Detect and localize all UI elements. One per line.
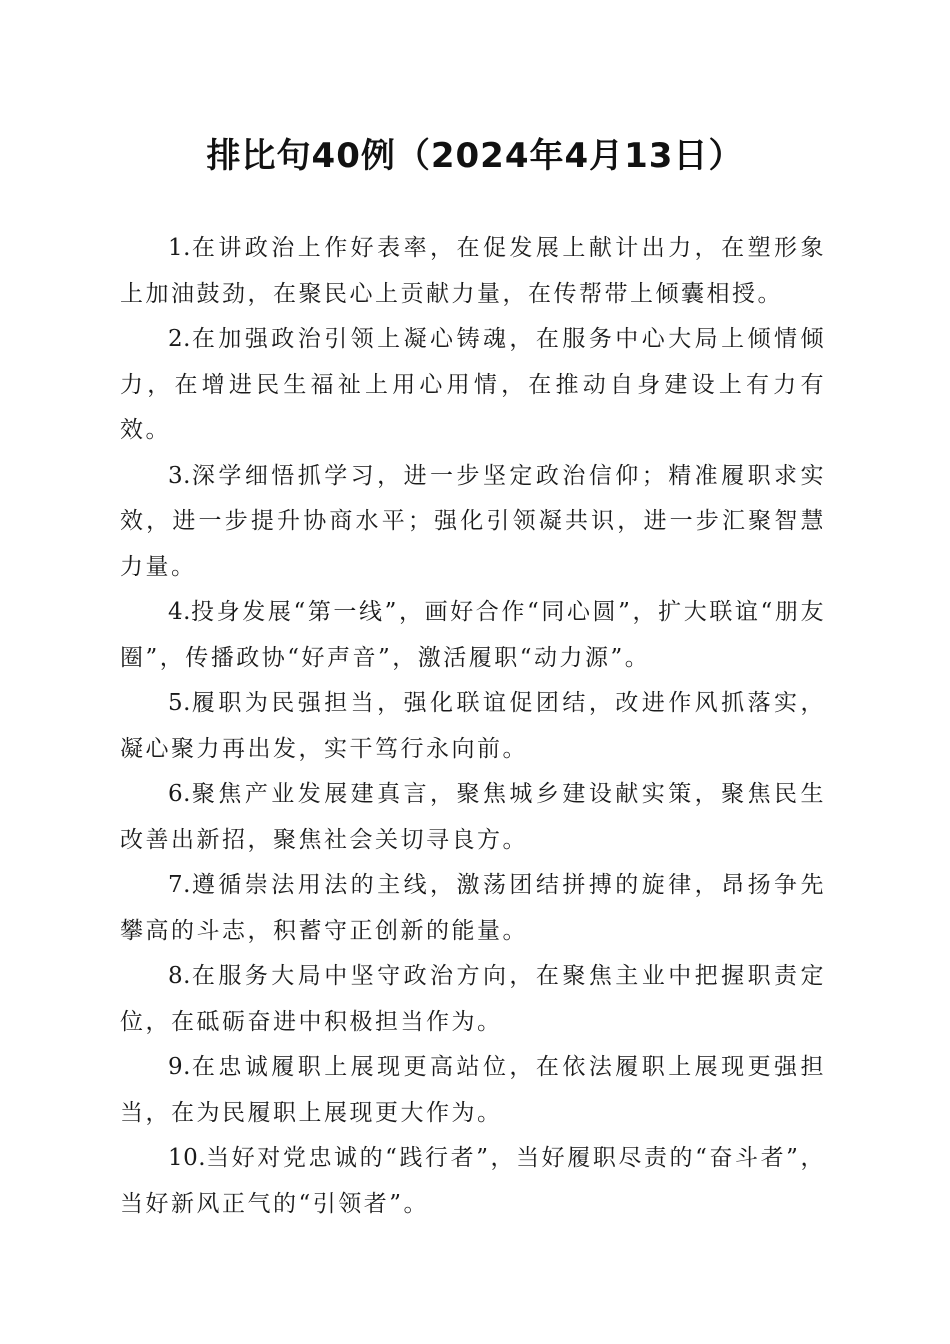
paragraph-number: 7.: [168, 872, 191, 898]
paragraph-text: 当好对党忠诚的“践行者”，当好履职尽责的“奋斗者”，当好新风正气的“引领者”。: [120, 1145, 826, 1217]
paragraph-text: 遵循崇法用法的主线，激荡团结拼搏的旋律，昂扬争先攀高的斗志，积蓄守正创新的能量。: [120, 872, 826, 944]
paragraph-number: 3.: [168, 462, 191, 489]
paragraph-text: 在讲政治上作好表率，在促发展上献计出力，在塑形象上加油鼓劲，在聚民心上贡献力量，在传帮带上倾囊相授。: [120, 235, 826, 307]
document-body: [120, 226, 826, 1227]
paragraph-text: 在忠诚履职上展现更高站位，在依法履职上展现更强担当，在为民履职上展现更大作为。: [120, 1054, 826, 1126]
paragraph-3: [120, 454, 826, 591]
paragraph-text: 深学细悟抓学习，进一步坚定政治信仰；精准履职求实效，进一步提升协商水平；强化引领凝共识，进一步汇聚智慧力量。: [120, 462, 826, 580]
paragraph-text: 在加强政治引领上凝心铸魂，在服务中心大局上倾情倾力，在增进民生福祉上用心用情，在推动自身建设上有力有效。: [120, 326, 826, 443]
paragraph-7: [120, 863, 826, 954]
paragraph-number: 2.: [168, 326, 191, 352]
paragraph-text: 聚焦产业发展建真言，聚焦城乡建设献实策，聚焦民生改善出新招，聚焦社会关切寻良方。: [120, 781, 826, 853]
paragraph-number: 4.: [168, 599, 191, 625]
paragraph-text: 履职为民强担当，强化联谊促团结，改进作风抓落实，凝心聚力再出发，实干笃行永向前。: [120, 690, 826, 762]
paragraph-number: 10.: [168, 1145, 207, 1171]
paragraph-text: 在服务大局中坚守政治方向，在聚焦主业中把握职责定位，在砥砺奋进中积极担当作为。: [120, 963, 826, 1035]
paragraph-number: 6.: [168, 781, 191, 807]
paragraph-8: [120, 954, 826, 1045]
paragraph-4: [120, 590, 826, 681]
paragraph-10: [120, 1136, 826, 1227]
paragraph-2: [120, 317, 826, 454]
paragraph-6: [120, 772, 826, 863]
paragraph-text: 投身发展“第一线”，画好合作“同心圆”，扩大联谊“朋友圈”，传播政协“好声音”，激活履职“动力源”。: [120, 599, 826, 671]
document-title: 排比句40例（2024年4月13日）: [206, 136, 744, 176]
paragraph-number: 8.: [168, 963, 191, 989]
paragraph-9: [120, 1045, 826, 1136]
paragraph-number: 1.: [168, 235, 191, 261]
paragraph-number: 5.: [168, 690, 191, 716]
paragraph-5: [120, 681, 826, 772]
paragraph-number: 9.: [168, 1054, 191, 1080]
paragraph-1: [120, 226, 826, 317]
